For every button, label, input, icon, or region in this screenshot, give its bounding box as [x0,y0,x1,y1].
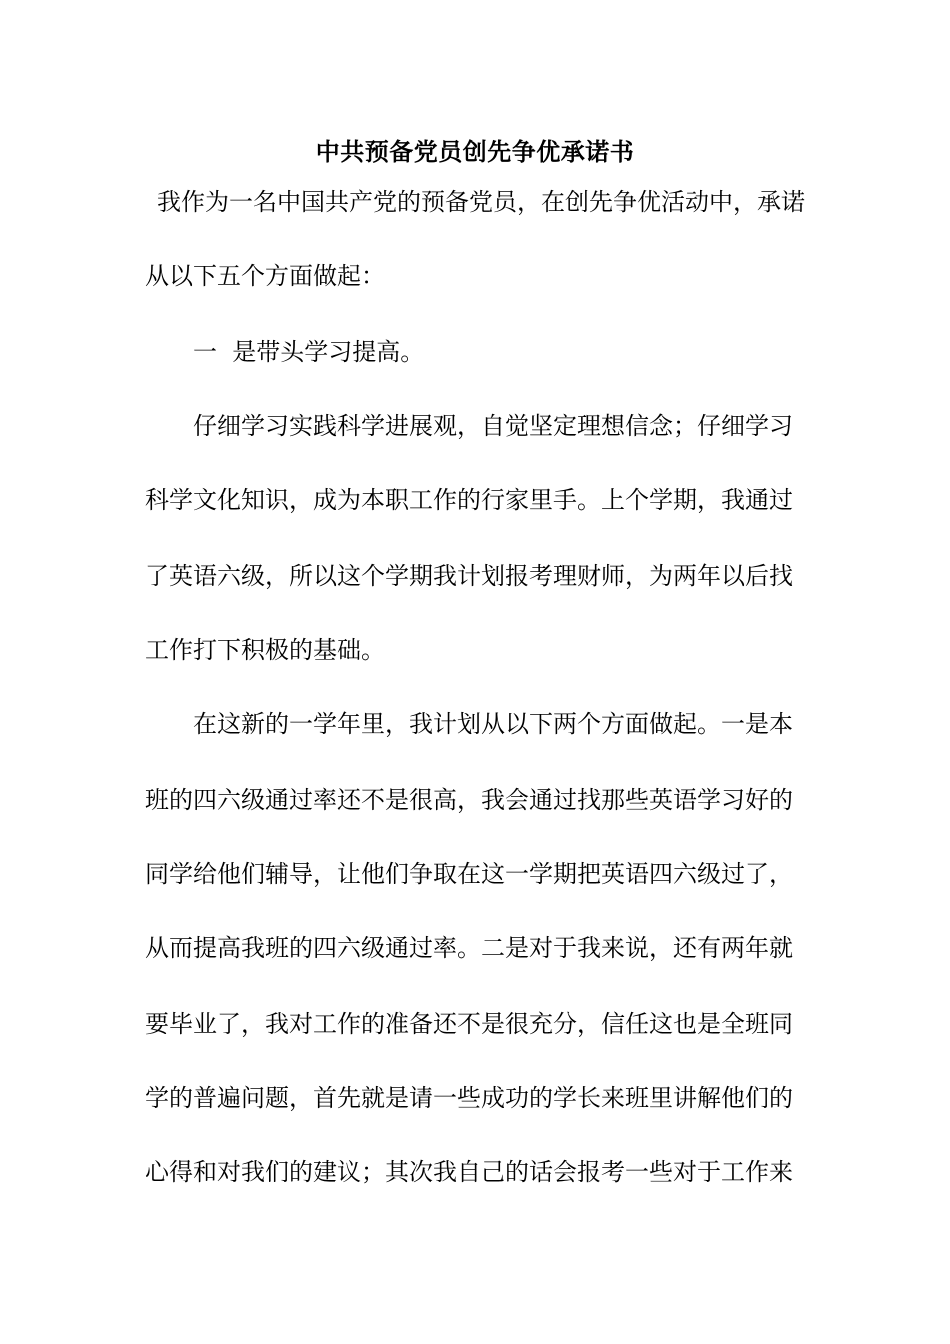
text-line: 班的四六级通过率还不是很高，我会通过找那些英语学习好的 [145,786,793,814]
text-line: 心得和对我们的建议；其次我自己的话会报考一些对于工作来 [145,1158,793,1186]
text-line: 学的普遍问题，首先就是请一些成功的学长来班里讲解他们的 [145,1084,793,1112]
document-title: 中共预备党员创先争优承诺书 [315,137,635,166]
text-line: 我作为一名中国共产党的预备党员，在创先争优活动中，承诺 [157,188,805,216]
text-line: 同学给他们辅导，让他们争取在这一学期把英语四六级过了， [145,860,793,888]
text-line: 要毕业了，我对工作的准备还不是很充分，信任这也是全班同 [145,1010,793,1038]
text-line: 科学文化知识，成为本职工作的行家里手。上个学期，我通过 [145,486,793,514]
text-line: 仔细学习实践科学进展观，自觉坚定理想信念；仔细学习 [193,412,793,440]
text-line: 工作打下积极的基础。 [145,636,385,664]
text-line: 一 是带头学习提高。 [193,338,425,366]
text-line: 了英语六级，所以这个学期我计划报考理财师，为两年以后找 [145,562,793,590]
text-line: 在这新的一学年里，我计划从以下两个方面做起。一是本 [193,710,793,738]
text-line: 从以下五个方面做起： [145,262,385,290]
text-line: 从而提高我班的四六级通过率。二是对于我来说，还有两年就 [145,934,793,962]
